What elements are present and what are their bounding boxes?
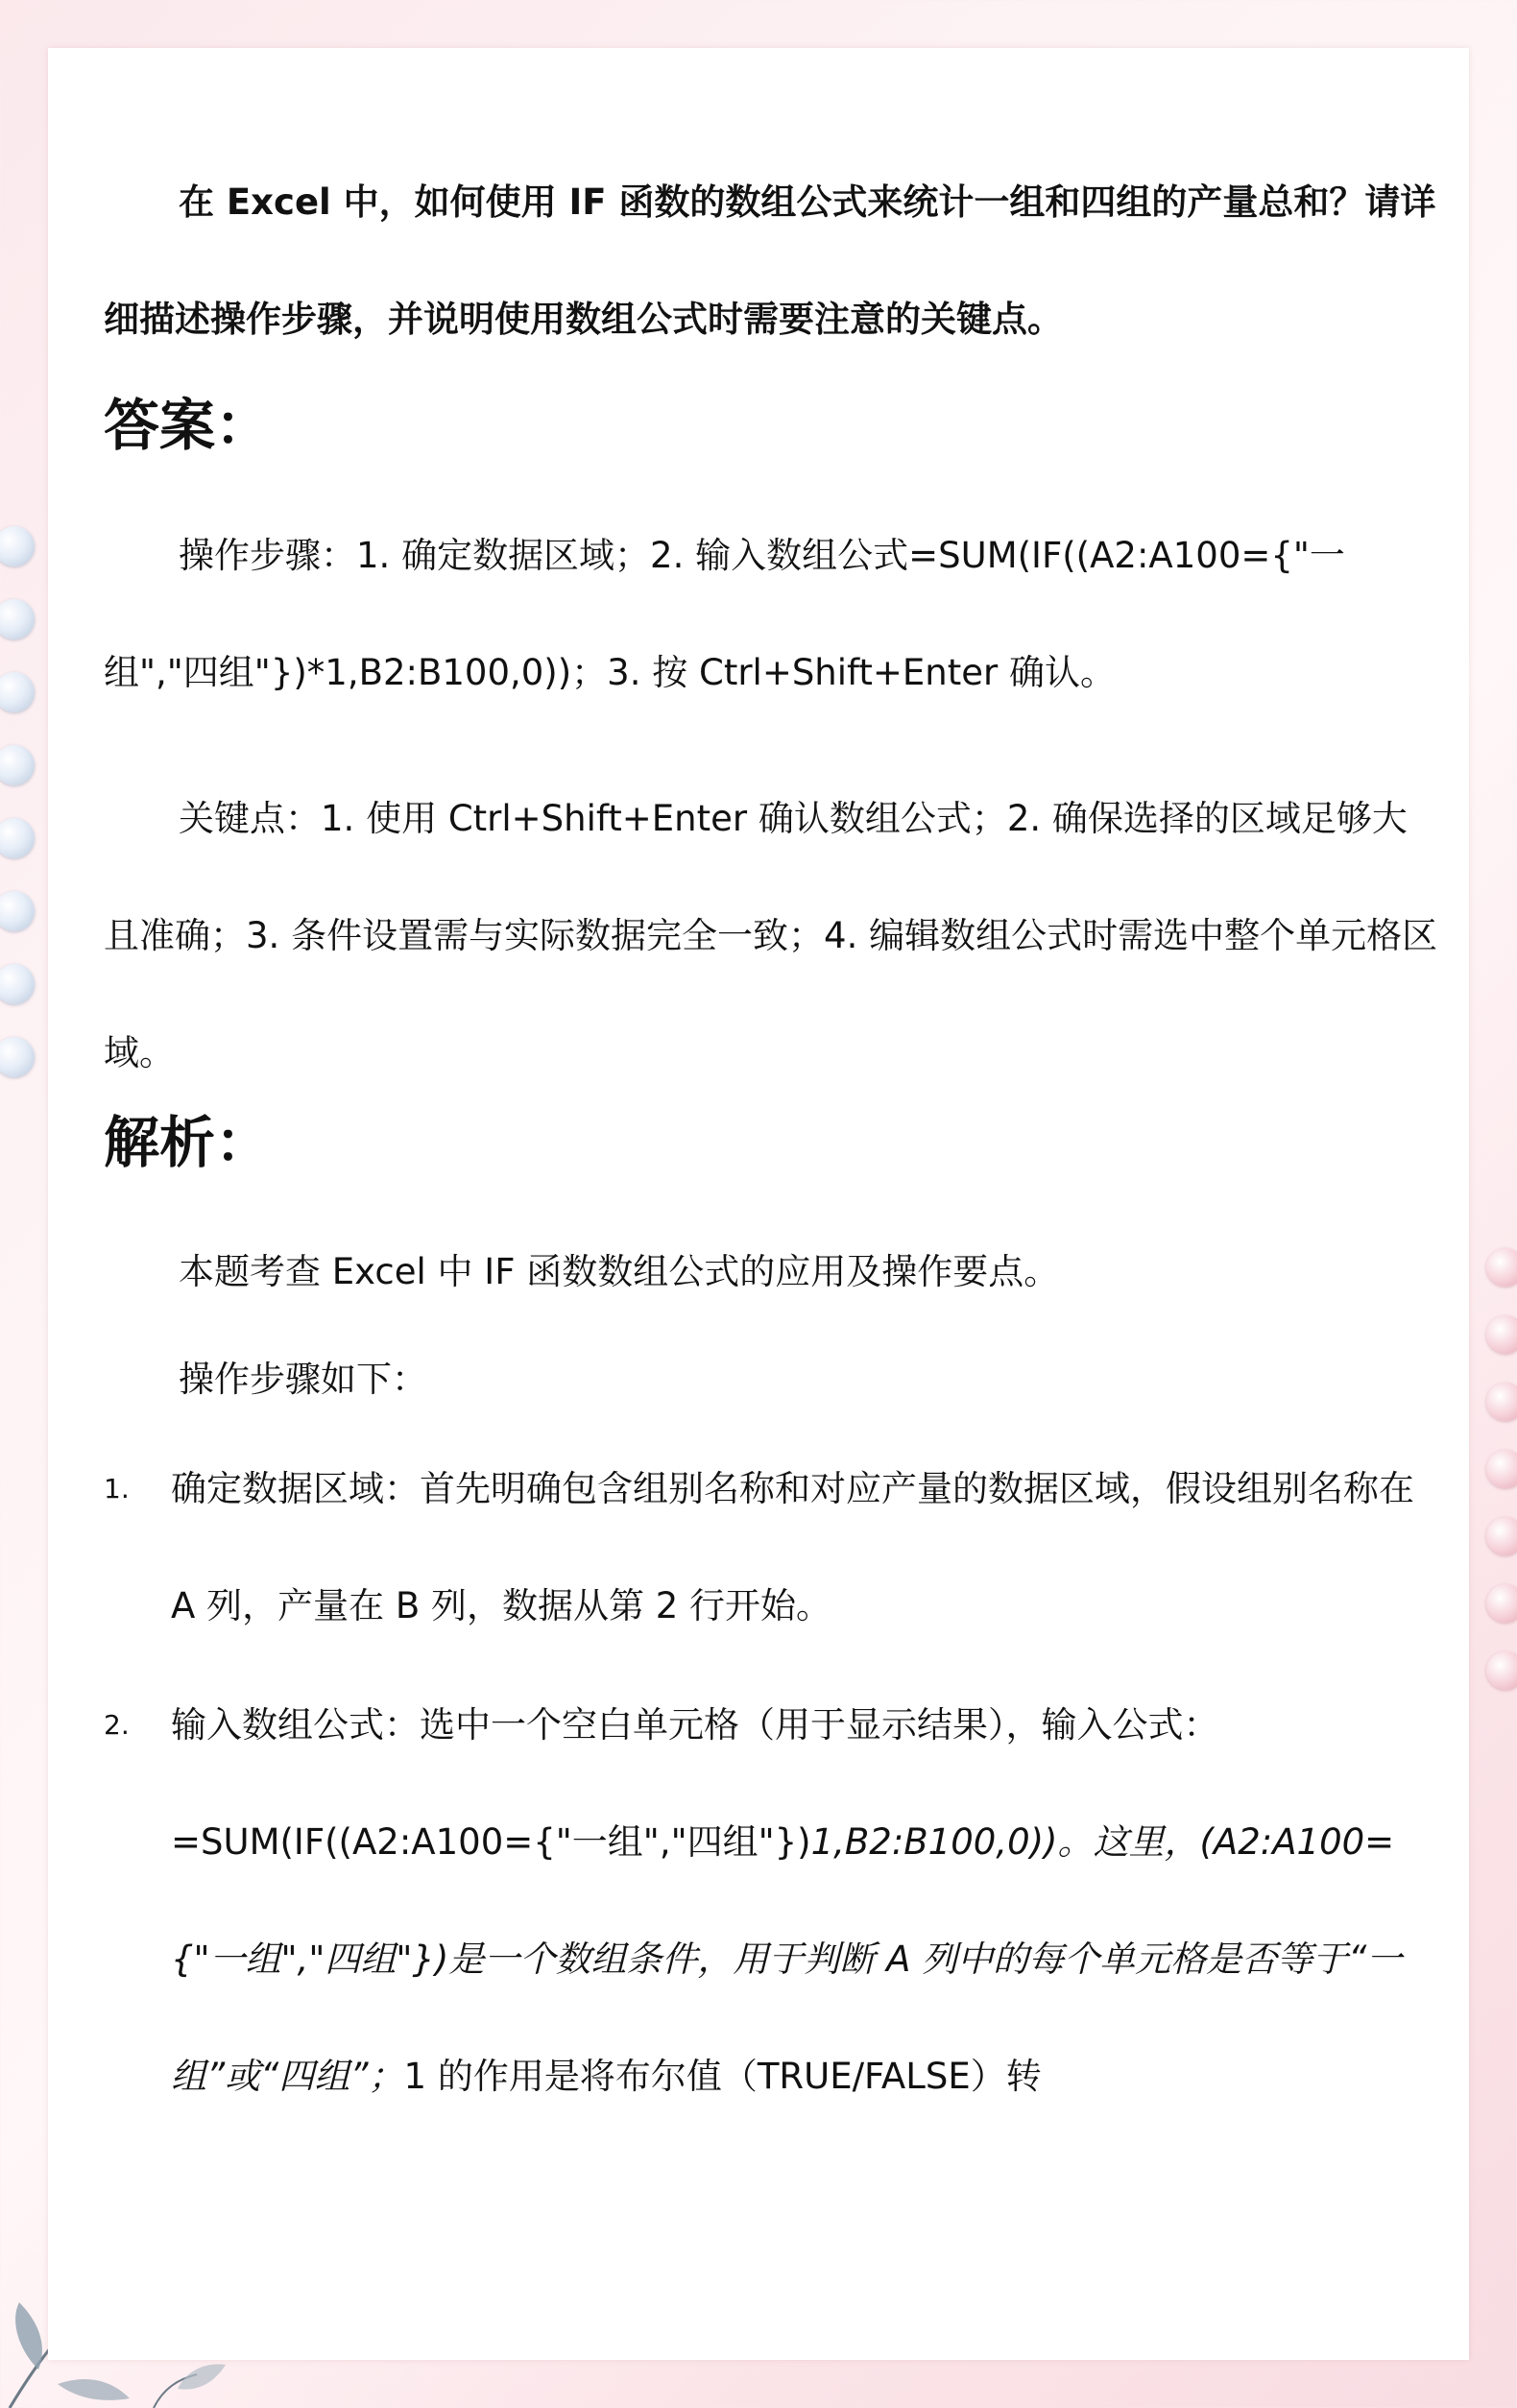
italic-explanation: 1,B2:B100,0))。这里，(A2:A100={"一组","四组"})是一个数组条件，用于判断 A 列中的每个单元格是否等于“一组”或“四组”； (171, 1821, 1403, 2097)
document-paper (48, 48, 1469, 2360)
answer-title: 答案： (104, 393, 272, 458)
trailing-text: 1 的作用是将布尔值（TRUE/FALSE）转 (403, 2056, 1042, 2097)
pearl-decoration (1486, 1651, 1517, 1690)
bead-decoration (0, 526, 35, 566)
question-text: 在 Excel 中，如何使用 IF 函数的数组公式来统计一组和四组的产量总和？请详细描述操作步骤，并说明使用数组公式时需要注意的关键点。 (104, 181, 1436, 340)
answer-steps: 操作步骤：1. 确定数据区域；2. 输入数组公式=SUM(IF((A2:A100={"一组","四组"})*1,B2:B100,0))；3. 按 Ctrl+Shift+Enter 确认。 (104, 535, 1345, 693)
pearl-decoration (1486, 1584, 1517, 1623)
list-number: 1. (104, 1473, 130, 1505)
bead-decoration (0, 599, 35, 639)
bead-decoration (0, 1037, 35, 1077)
pearl-decoration (1486, 1517, 1517, 1555)
pearl-decoration (1486, 1315, 1517, 1354)
list-item-text: 确定数据区域：首先明确包含组别名称和对应产量的数据区域，假设组别名称在 A 列，产量在 B 列，数据从第 2 行开始。 (171, 1468, 1414, 1626)
pearl-decoration (1486, 1248, 1517, 1287)
formula-text: 输入数组公式：选中一个空白单元格（用于显示结果），输入公式：=SUM(IF((A2:A100={"一组","四组"}) (171, 1704, 1219, 1863)
pearl-decoration (1486, 1450, 1517, 1488)
bead-decoration (0, 672, 35, 712)
analysis-intro: 本题考查 Excel 中 IF 函数数组公式的应用及操作要点。 (179, 1251, 1060, 1292)
bead-decoration (0, 818, 35, 858)
bead-decoration (0, 891, 35, 931)
analysis-steps-heading: 操作步骤如下： (179, 1359, 427, 1400)
analysis-title: 解析： (104, 1110, 272, 1175)
list-number: 2. (104, 1709, 130, 1741)
bead-decoration (0, 745, 35, 785)
list-item-text (171, 1667, 1438, 2135)
answer-keypoints: 关键点：1. 使用 Ctrl+Shift+Enter 确认数组公式；2. 确保选择的区域足够大且准确；3. 条件设置需与实际数据完全一致；4. 编辑数组公式时需选中整个单元格区域。 (104, 798, 1438, 1073)
pearl-decoration (1486, 1383, 1517, 1421)
bead-decoration (0, 964, 35, 1004)
